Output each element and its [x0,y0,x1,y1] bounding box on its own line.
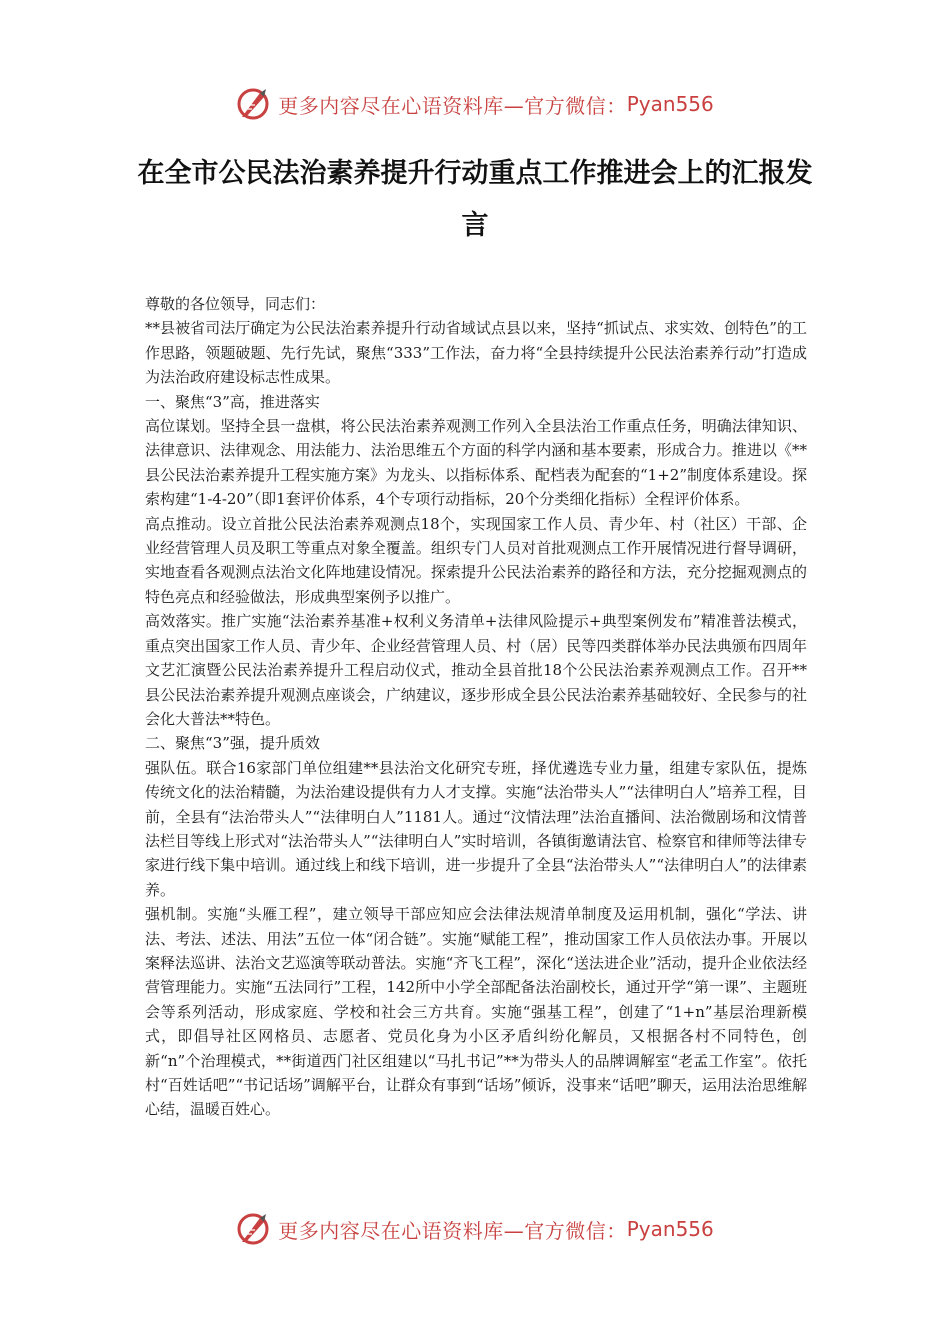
watermark-text: 更多内容尽在心语资料库—官方微信： [278,93,627,118]
paragraph-strengthen-mechanism: 强机制。实施“头雁工程”，建立领导干部应知应会法律法规清单制度及运用机制，强化“学法、讲法、考法、述法、用法”五位一体“闭合链”。实施“赋能工程”，推动国家工作人员依法办事。开展以案释法巡讲、法治文艺巡演等联动普法。实施“齐飞工程”，深化“送法进企业”活动，提升企业依法经营管理能力。实施“五法同行”工程，142所中小学全部配备法治副校长，通过开学“第一课”、主题班会等系列活动，形成家庭、学校和社会三方共育。实施“强基工程”，创建了“1+n”基层治理新模式，即倡导社区网格员、志愿者、党员化身为小区矛盾纠纷化解员，又根据各村不同特色，创新“n”个治理模式，**街道西门社区组建以“马扎书记”**为带头人的品牌调解室“老孟工作室”。依托村“百姓话吧”“书记话场”调解平台，让群众有事到“话场”倾诉，没事来“话吧”聊天，运用法治思维解心结，温暖百姓心。 [145,905,807,1119]
watermark-handle: Pyan556 [626,1217,714,1241]
paragraph-high-point-promotion: 高点推动。设立首批公民法治素养观测点18个，实现国家工作人员、青少年、村（社区）干部、企业经营管理人员及职工等重点对象全覆盖。组织专门人员对首批观测点工作开展情况进行督导调研，实地查看各观测点法治文化阵地建设情况。探索提升公民法治素养的路径和方法，充分挖掘观测点的特色亮点和经验做法，形成典型案例予以推广。 [145,514,807,606]
paragraph-efficient-implementation: 高效落实。推广实施“法治素养基准+权利义务清单+法律风险提示+典型案例发布”精准普法模式，重点突出国家工作人员、青少年、企业经营管理人员、村（居）民等四类群体举办民法典颁布四周年文艺汇演暨公民法治素养提升工程启动仪式，推动全县首批18个公民法治素养观测点工作。召开**县公民法治素养提升观测点座谈会，广纳建议，逐步形成全县公民法治素养基础较好、全民参与的社会化大普法**特色。 [145,612,807,728]
document-title: 在全市公民法治素养提升行动重点工作推进会上的汇报发言 [137,158,813,241]
section-heading-1: 一、聚焦“3”高，推进落实 [145,392,320,411]
watermark-text: 更多内容尽在心语资料库—官方微信： [278,1218,627,1243]
watermark-banner-bottom [0,1209,950,1249]
document-body [145,292,807,1122]
salutation: 尊敬的各位领导，同志们： [145,295,326,313]
watermark-handle: Pyan556 [626,92,714,116]
watermark-banner-top [0,84,950,124]
quill-pen-logo-icon [236,1212,270,1246]
intro-paragraph: **县被省司法厅确定为公民法治素养提升行动省域试点县以来，坚持“抓试点、求实效、创特色”的工作思路，领题破题、先行先试，聚焦“333”工作法，奋力将“全县持续提升公民法治素养行动”打造成为法治政府建设标志性成果。 [145,319,807,387]
paragraph-high-level-planning: 高位谋划。坚持全县一盘棋，将公民法治素养观测工作列入全县法治工作重点任务，明确法律知识、法律意识、法律观念、用法能力、法治思维五个方面的科学内涵和基本要素，形成合力。推进以《**县公民法治素养提升工程实施方案》为龙头、以指标体系、配档表为配套的“1+2”制度体系建设。探索构建“1-4-20”（即1套评价体系，4个专项行动指标，20个分类细化指标）全程评价体系。 [145,417,807,509]
quill-pen-logo-icon [236,87,270,121]
paragraph-strengthen-team: 强队伍。联合16家部门单位组建**县法治文化研究专班，择优遴选专业力量，组建专家队伍，提炼传统文化的法治精髓，为法治建设提供有力人才支撑。实施“法治带头人”“法律明白人”培养工程，目前，全县有“法治带头人”“法律明白人”1181人。通过“汶情法理”法治直播间、法治微剧场和汶情普法栏目等线上形式对“法治带头人”“法律明白人”实时培训，各镇街邀请法官、检察官和律师等法律专家进行线下集中培训。通过线上和线下培训，进一步提升了全县“法治带头人”“法律明白人”的法律素养。 [145,758,807,899]
section-heading-2: 二、聚焦“3”强，提升质效 [145,734,320,753]
